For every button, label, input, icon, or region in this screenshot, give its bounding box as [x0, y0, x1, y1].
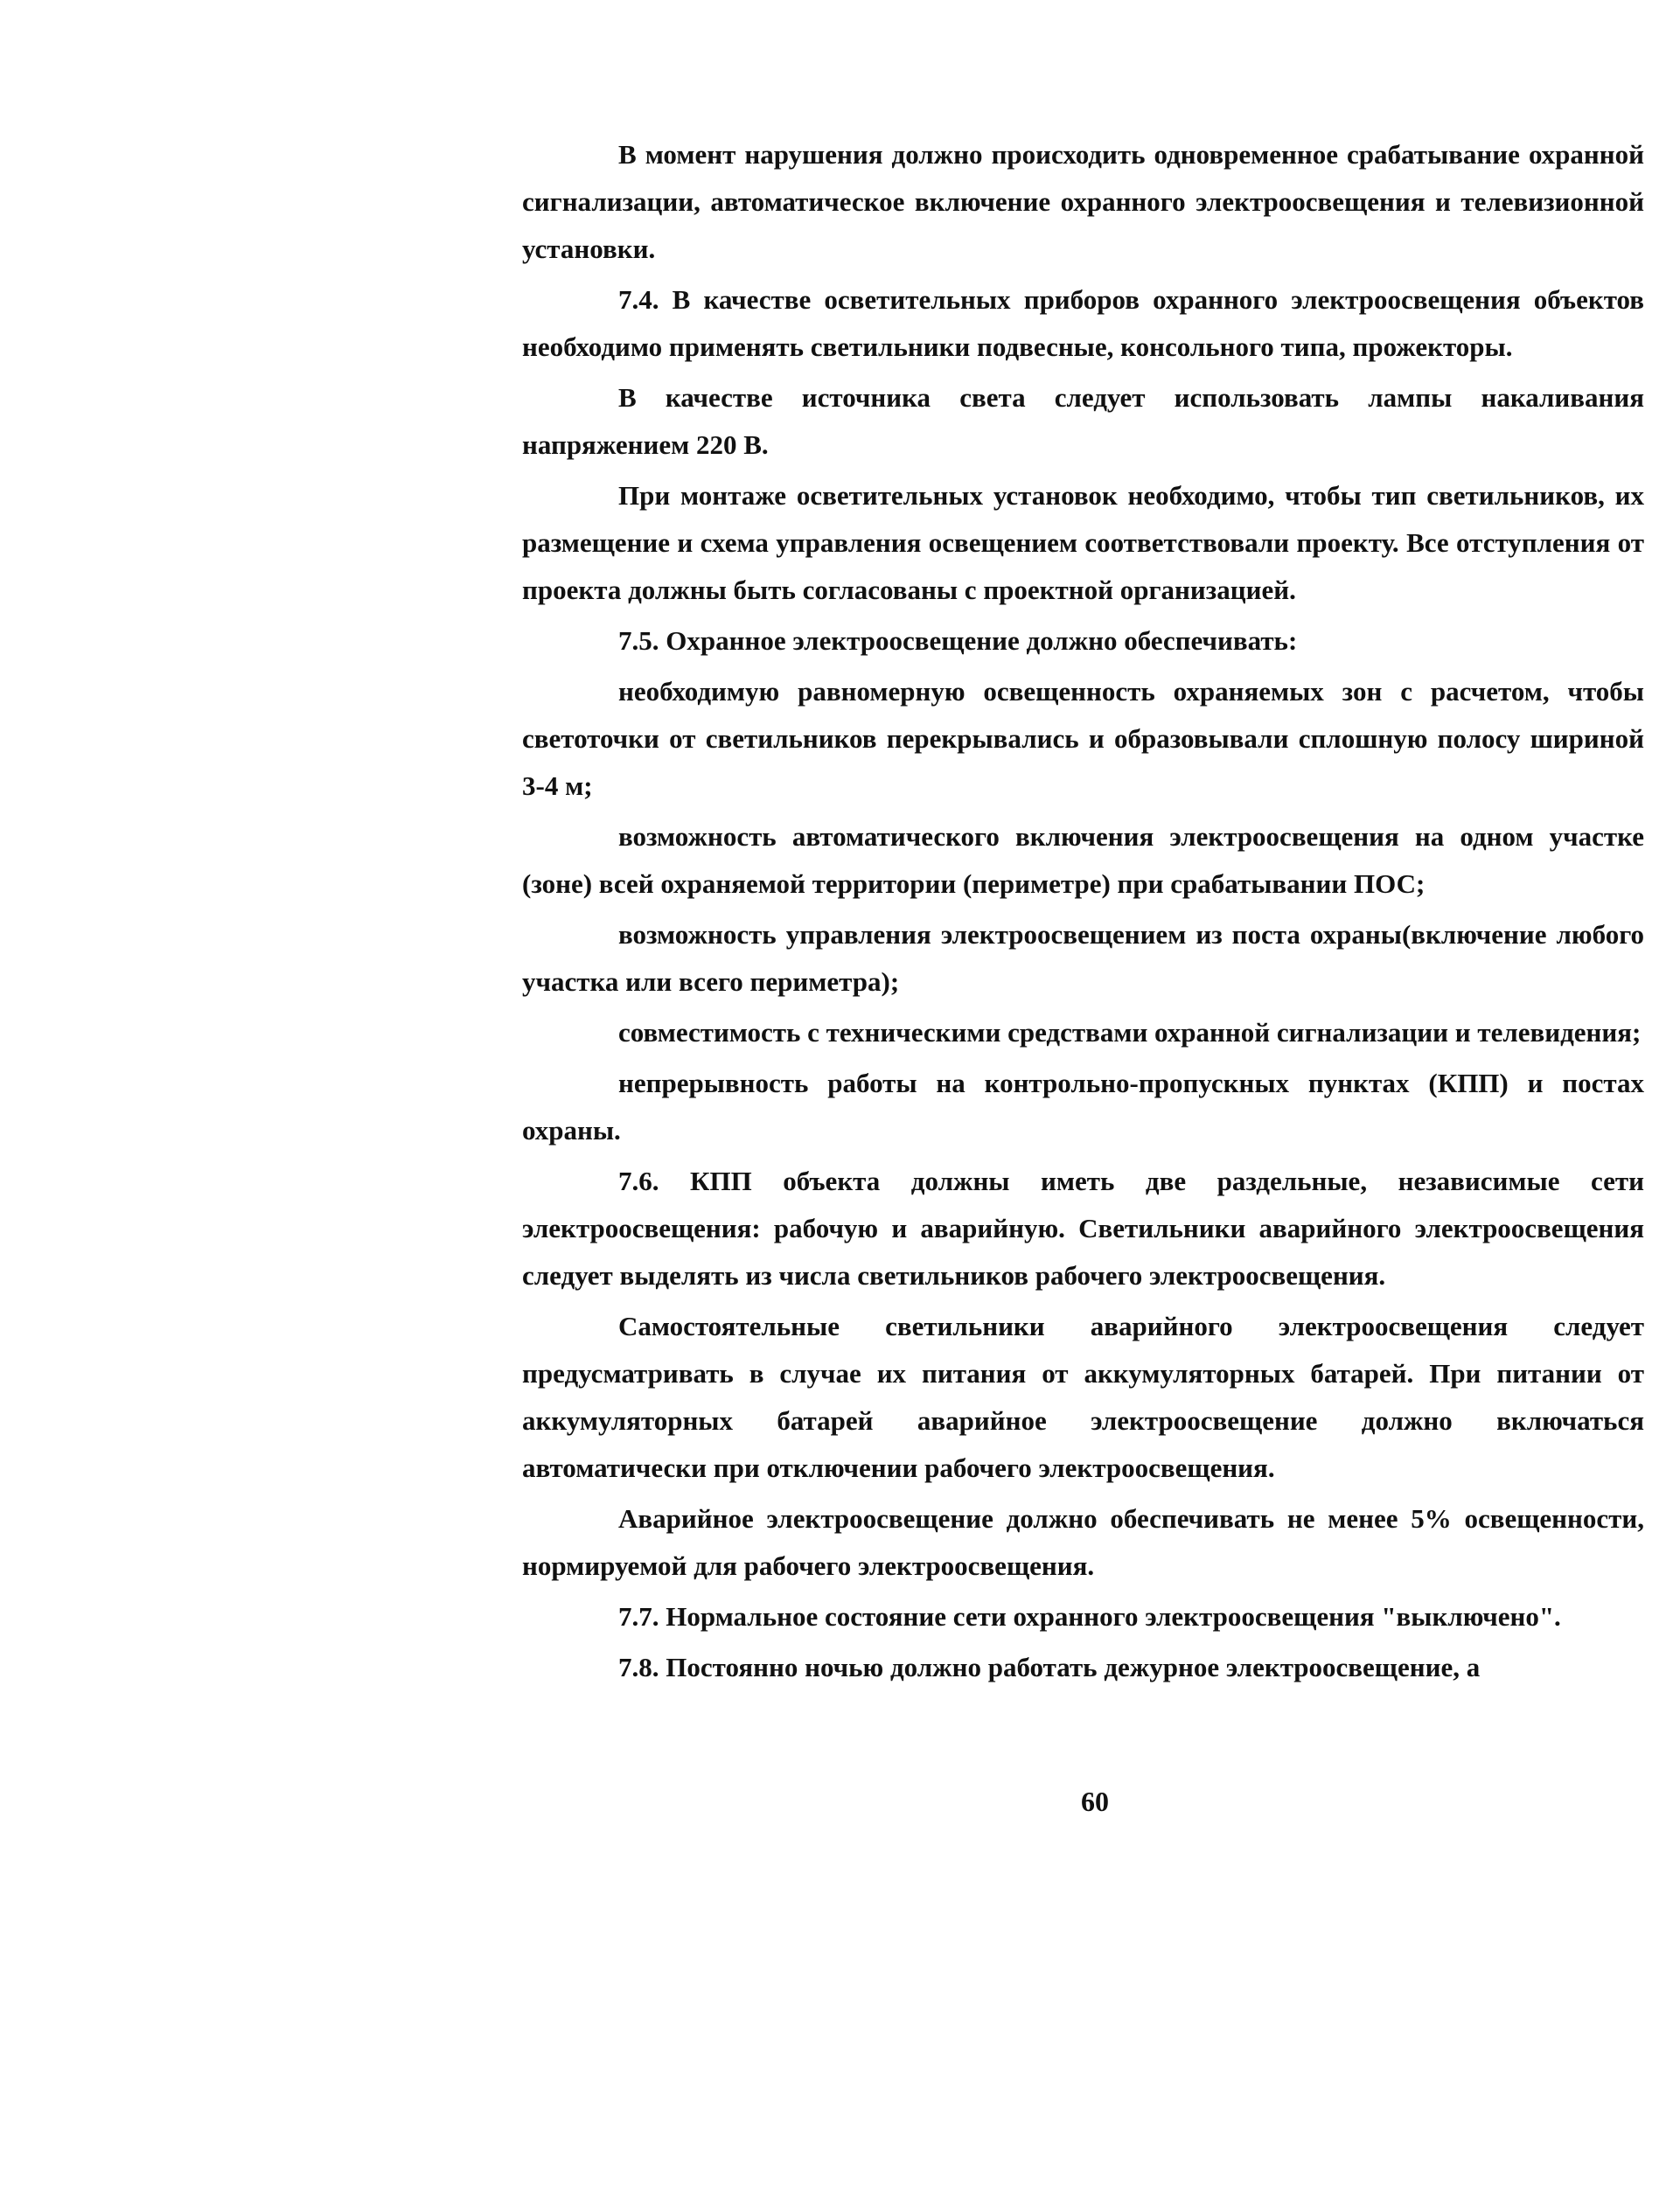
paragraph-continuity: непрерывность работы на контрольно-пропускных пунктах (КПП) и постах охраны.: [522, 1068, 1644, 1146]
paragraph-emergency-level: Аварийное электроосвещение должно обеспечивать не менее 5% освещенности, нормируемой для рабочего электроосвещения.: [522, 1503, 1644, 1581]
paragraph-installation: При монтаже осветительных установок необходимо, чтобы тип светильников, их размещение и схема управления освещением соответствовали проекту. Все отступления от проекта должны быть согласованы с проектной организацией.: [522, 480, 1644, 605]
paragraph-light-source: В качестве источника света следует использовать лампы накаливания напряжением 220 В.: [522, 382, 1644, 460]
paragraph-compatibility: совместимость с техническими средствами охранной сигнализации и телевидения;: [618, 1017, 1642, 1048]
paragraph-uniform-lighting: необходимую равномерную освещенность охраняемых зон с расчетом, чтобы светоточки от светильников перекрывались и образовывали сплошную полосу шириной 3-4 м;: [522, 676, 1644, 801]
body-text: [522, 131, 1644, 1691]
paragraph-automatic-switching: возможность автоматического включения электроосвещения на одном участке (зоне) всей охраняемой территории (периметре) при срабатывании ПОС;: [522, 821, 1644, 899]
paragraph-7-8: 7.8. Постоянно ночью должно работать дежурное электроосвещение, а: [618, 1652, 1481, 1682]
page-number: 60: [1081, 1786, 1109, 1817]
paragraph-7-6: 7.6. КПП объекта должны иметь две раздельные, независимые сети электроосвещения: рабочую и аварийную. Светильники аварийного электроосвещения следует выделять из числа светильников рабочего электроосвещения.: [522, 1166, 1644, 1291]
paragraph-battery-lights: Самостоятельные светильники аварийного электроосвещения следует предусматривать в случае их питания от аккумуляторных батарей. При питании от аккумуляторных батарей аварийное электроосвещение должно включаться автоматически при отключении рабочего электроосвещения.: [522, 1311, 1644, 1483]
paragraph-7-4: 7.4. В качестве осветительных приборов охранного электроосвещения объектов необходимо применять светильники подвесные, консольного типа, прожекторы.: [522, 284, 1644, 362]
paragraph-7-7: 7.7. Нормальное состояние сети охранного электроосвещения "выключено".: [618, 1601, 1561, 1632]
paragraph-control-from-post: возможность управления электроосвещением из поста охраны(включение любого участка или всего периметра);: [522, 919, 1644, 997]
paragraph-7-5: 7.5. Охранное электроосвещение должно обеспечивать:: [618, 625, 1298, 656]
paragraph-intrusion-response: В момент нарушения должно происходить одновременное срабатывание охранной сигнализации, автоматическое включение охранного электроосвещения и телевизионной установки.: [522, 139, 1644, 264]
